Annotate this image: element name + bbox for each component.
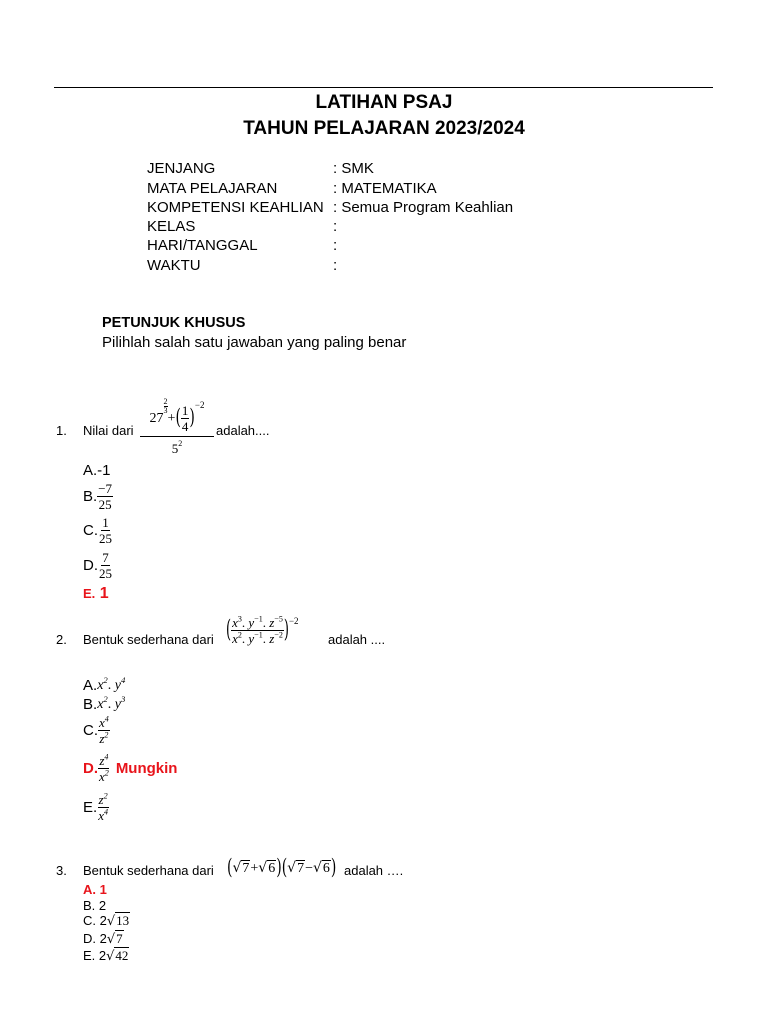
q1-option-a: A.-1	[83, 462, 111, 479]
q1-number: 1.	[56, 423, 67, 438]
q3-expression: (√7+√6)(√7−√6)	[227, 856, 337, 880]
q3-option-e: E. 2√42	[83, 948, 129, 964]
q2-expression: ( $\frac{x^3. y^{-1}. z^{-5}}{x^2. y^{-1}. z^{-2}}$ ) −2	[226, 614, 299, 646]
q2-prefix: Bentuk sederhana dari	[83, 632, 214, 647]
info-row-kelas: KELAS :	[147, 218, 338, 235]
q1-suffix: adalah....	[216, 423, 270, 438]
info-row-waktu: WAKTU :	[147, 257, 338, 274]
q1-prefix: Nilai dari	[83, 423, 134, 438]
q1-option-c: C. $\frac{1}{25}$	[83, 515, 112, 546]
q3-prefix: Bentuk sederhana dari	[83, 863, 214, 878]
q3-option-a-answer: A. 1	[83, 882, 107, 897]
q1-option-b: B. $\frac{-7}{25}$	[83, 481, 113, 512]
q3-suffix: adalah ….	[344, 863, 404, 878]
q1-option-e-answer: E. 1	[83, 585, 109, 602]
info-row-jenjang: JENJANG : SMK	[147, 160, 374, 177]
q2-option-b: B. $x^2$. $y^3$	[83, 693, 126, 713]
title-line-2: TAHUN PELAJARAN 2023/2024	[243, 118, 525, 139]
q3-option-c: C. 2√13	[83, 913, 130, 929]
q3-option-d: D. 2√7	[83, 931, 123, 947]
instructions-heading: PETUNJUK KHUSUS	[102, 315, 246, 331]
q2-option-e: E. $\frac{z^2}{x^4}$	[83, 791, 108, 823]
info-row-mapel: MATA PELAJARAN : MATEMATIKA	[147, 180, 437, 197]
instructions-text: Pilihlah salah satu jawaban yang paling benar	[102, 334, 407, 351]
q2-number: 2.	[56, 632, 67, 647]
q2-option-c: C. $\frac{x^4}{z^2}$	[83, 714, 109, 746]
q3-option-b: B. 2	[83, 898, 107, 913]
title-line-1: LATIHAN PSAJ	[315, 92, 453, 113]
info-row-hari: HARI/TANGGAL :	[147, 237, 338, 254]
q3-number: 3.	[56, 863, 67, 878]
top-rule	[54, 87, 713, 88]
q1-option-d: D. $\frac{7}{25}$	[83, 550, 112, 581]
q2-option-a: A. $x^2$. $y^4$	[83, 674, 126, 694]
q2-suffix: adalah ....	[328, 632, 386, 647]
q2-option-d-answer: D. $\frac{z^4}{x^2}$ Mungkin	[83, 752, 178, 784]
q1-expression: 27 $\frac{2}{3}$ +( $\frac{1}{4}$ )$^{-2}$ $5^2$	[140, 398, 214, 457]
info-row-kompetensi: KOMPETENSI KEAHLIAN : Semua Program Keahlian	[147, 199, 514, 216]
